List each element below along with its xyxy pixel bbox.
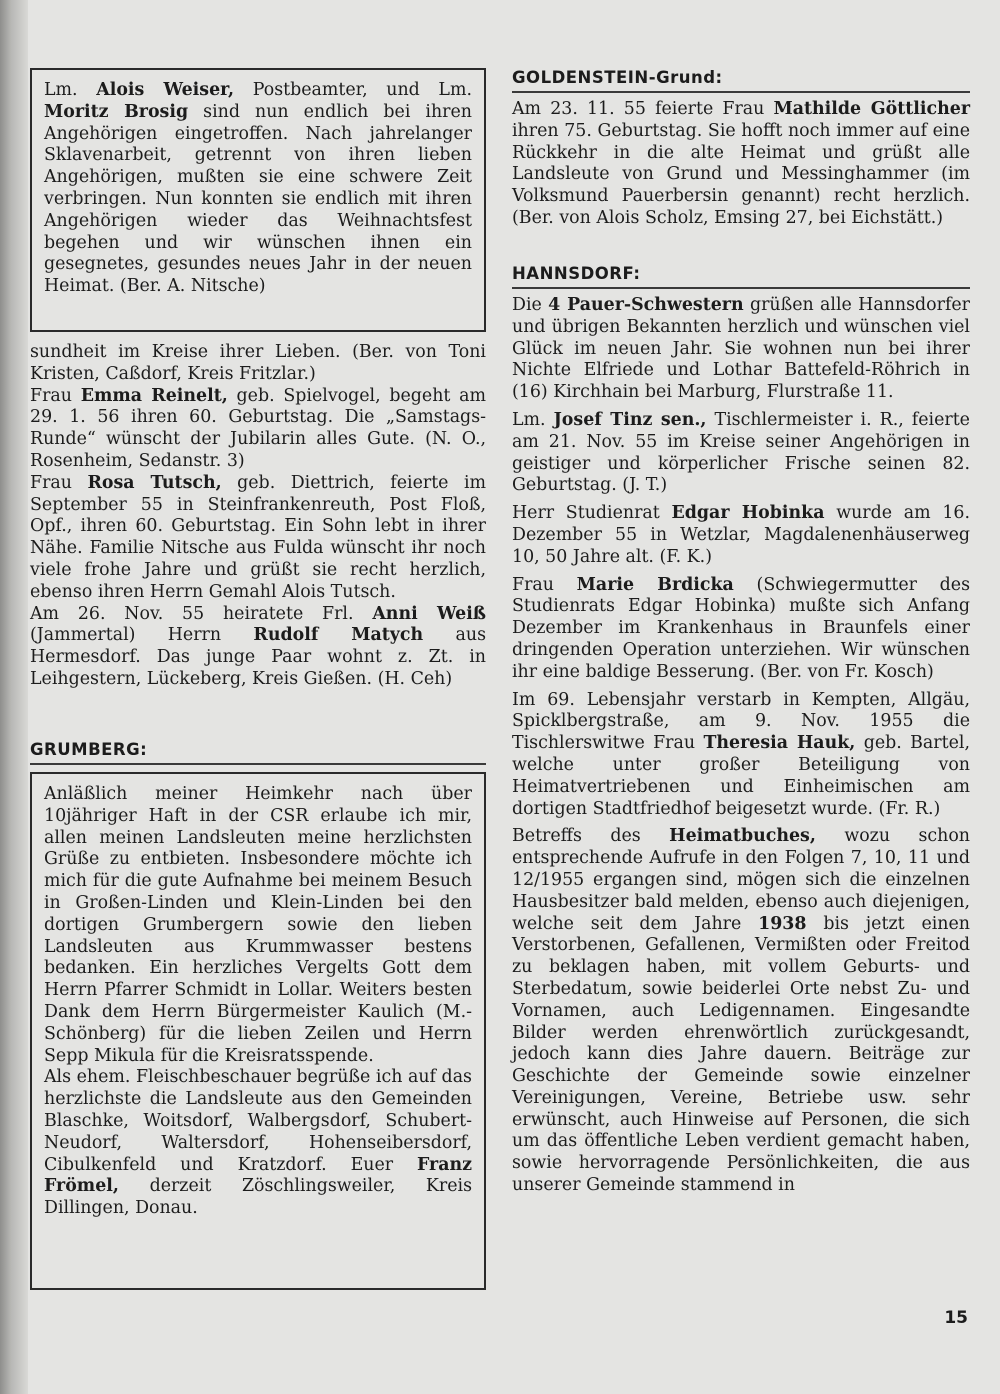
- paragraph-hauk: Im 69. Lebensjahr verstarb in Kempten, Allgäu, Spicklbergstraße, am 9. Nov. 1955 die Tischlerswitwe Frau Theresia Hauk, geb. Bartel, welche unter großer Beteiligung von Heimatvertriebenen und Einheimischen am dortigen Stadtfriedhof beigesetzt wurde. (Fr. R.): [512, 689, 970, 819]
- paragraph-tutsch: Frau Rosa Tutsch, geb. Diettrich, feierte im September 55 in Steinfrankenreuth, Post Floß, Opf., ihren 60. Geburtstag. Ein Sohn lebt in ihrer Nähe. Familie Nitsche aus Fulda wünscht ihr noch viele frohe Jahre und grüßt sie recht herzlich, ebenso ihren Herrn Gemahl Alois Tutsch.: [30, 472, 486, 602]
- heading-rule: [30, 763, 486, 765]
- heading-rule: [512, 287, 970, 289]
- section-heading-grumberg: GRUMBERG:: [30, 740, 148, 759]
- goldenstein-section: [512, 68, 970, 230]
- paragraph-heimatbuch: Betreffs des Heimatbuches, wozu schon entsprechende Aufrufe in den Folgen 7, 10, 11 und 12/1955 ergangen sind, mögen sich die einzelnen Hausbesitzer bald melden, ebenso auch diejenigen, welche seit dem Jahre 1938 bis jetzt einen Verstorbenen, Gefallenen, Vermißten oder Freitod zu beklagen haben, mit vollem Geburts- und Sterbedatum, sowie beiderlei Orte nebst Zu- und Vornamen, auch Ledigennamen. Eingesandte Bilder werden ehrenwörtlich zurückgesandt, jedoch kann dies Jahre dauern. Beiträge zur Geschichte der Gemeinde sowie einzelner Vereinigungen, Vereine, Betriebe usw. sehr erwünscht, auch Hinweise auf Personen, die sich um das öffentliche Leben verdient gemacht haben, sowie hervorragende Persönlichkeiten, die aus unserer Gemeinde stammend in: [512, 826, 970, 1196]
- grumberg-section: [30, 740, 486, 765]
- paragraph-hobinka: Herr Studienrat Edgar Hobinka wurde am 16. Dezember 55 in Wetzlar, Magdalenenhäuserweg 10, 50 Jahre alt. (F. K.): [512, 503, 970, 567]
- paragraph-pauer-schwestern: Die 4 Pauer-Schwestern grüßen alle Hannsdorfer und übrigen Bekannten herzlich und wünschen viel Glück im neuen Jahr. Sie wohnen nun bei ihrer Nichte Elfriede und Lothar Battefeld-Röhrich in (16) Kirchhain bei Marburg, Flurstraße 11.: [512, 295, 970, 403]
- section-heading-goldenstein: GOLDENSTEIN-Grund:: [512, 68, 723, 87]
- paragraph-brdicka: Frau Marie Brdicka (Schwiegermutter des Studienrats Edgar Hobinka) mußte sich Anfang Dezember im Krankenhaus in Braunfels einer dringenden Operation unterziehen. Wir wünschen ihr eine baldige Besserung. (Ber. von Fr. Kosch): [512, 574, 970, 682]
- paragraph-reinelt: Frau Emma Reinelt, geb. Spielvogel, begeht am 29. 1. 56 ihren 60. Geburtstag. Die „Samstags-Runde“ wünscht der Jubilarin alles Gute. (N. O., Rosenheim, Sedanstr. 3): [30, 385, 486, 471]
- left-text-block: [30, 342, 486, 691]
- paragraph-kristen: sundheit im Kreise ihrer Lieben. (Ber. von Toni Kristen, Caßdorf, Kreis Fritzlar.): [30, 342, 486, 384]
- notice-box-grumberg: [30, 772, 486, 1290]
- paragraph-goettlicher: Am 23. 11. 55 feierte Frau Mathilde Göttlicher ihren 75. Geburtstag. Sie hofft noch immer auf eine Rückkehr in die alte Heimat und grüßt alle Landsleute von Grund und Messinghammer (im Volksmund Pauerbersin genannt) recht herzlich. (Ber. von Alois Scholz, Emsing 27, bei Eichstätt.): [512, 99, 970, 228]
- grumberg-letter-p1: Anläßlich meiner Heimkehr nach über 10jähriger Haft in der CSR erlaube ich mir, allen meinen Landsleuten meine herzlichsten Grüße zu entbieten. Insbesondere möchte ich mich für die gute Aufnahme bei meinem Besuch in Großen-Linden und Klein-Linden bei den dortigen Grumbergern sowie den lieben Landsleuten aus Krummwasser bestens bedanken. Ein herzliches Vergelts Gott dem Herrn Pfarrer Schmidt in Lollar. Weiters besten Dank dem Herrn Bürgermeister Kaulich (M.-Schönberg) für die lieben Zeilen und Herrn Sepp Mikula für die Kreisratsspende.: [44, 784, 472, 1066]
- hannsdorf-section: [512, 264, 970, 1197]
- section-heading-hannsdorf: HANNSDORF:: [512, 264, 641, 283]
- heading-rule: [512, 91, 970, 93]
- page-binding-edge: [0, 0, 28, 1394]
- paragraph-tinz: Lm. Josef Tinz sen., Tischlermeister i. R., feierte am 21. Nov. 55 im Kreise seiner Angehörigen in geistiger und körperlicher Frische seinen 82. Geburtstag. (J. T.): [512, 409, 970, 496]
- notice-box-return: [30, 68, 486, 332]
- notice-return-text: Lm. Alois Weiser, Postbeamter, und Lm. Moritz Brosig sind nun endlich bei ihren Angehörigen eingetroffen. Nach jahrelanger Sklavenarbeit, getrennt von ihren lieben Angehörigen, mußten sie eine schwere Zeit verbringen. Nun konnten sie endlich mit ihren Angehörigen wieder das Weihnachtsfest begehen und wir wünschen ihnen ein gesegnetes, gesundes neues Jahr in der neuen Heimat. (Ber. A. Nitsche): [44, 80, 472, 297]
- page-number: 15: [944, 1308, 968, 1328]
- grumberg-letter-p2: Als ehem. Fleischbeschauer begrüße ich auf das herzlichste die Landsleute aus den Gemeinden Blaschke, Woitsdorf, Walbergsdorf, Schubert-Neudorf, Waltersdorf, Hohenseibersdorf, Cibulkenfeld und Kratzdorf. Euer Franz Frömel, derzeit Zöschlingsweiler, Kreis Dillingen, Donau.: [44, 1067, 472, 1219]
- paragraph-wedding: Am 26. Nov. 55 heiratete Frl. Anni Weiß (Jammertal) Herrn Rudolf Matych aus Hermesdorf. Das junge Paar wohnt z. Zt. in Leihgestern, Lückeberg, Kreis Gießen. (H. Ceh): [30, 603, 487, 689]
